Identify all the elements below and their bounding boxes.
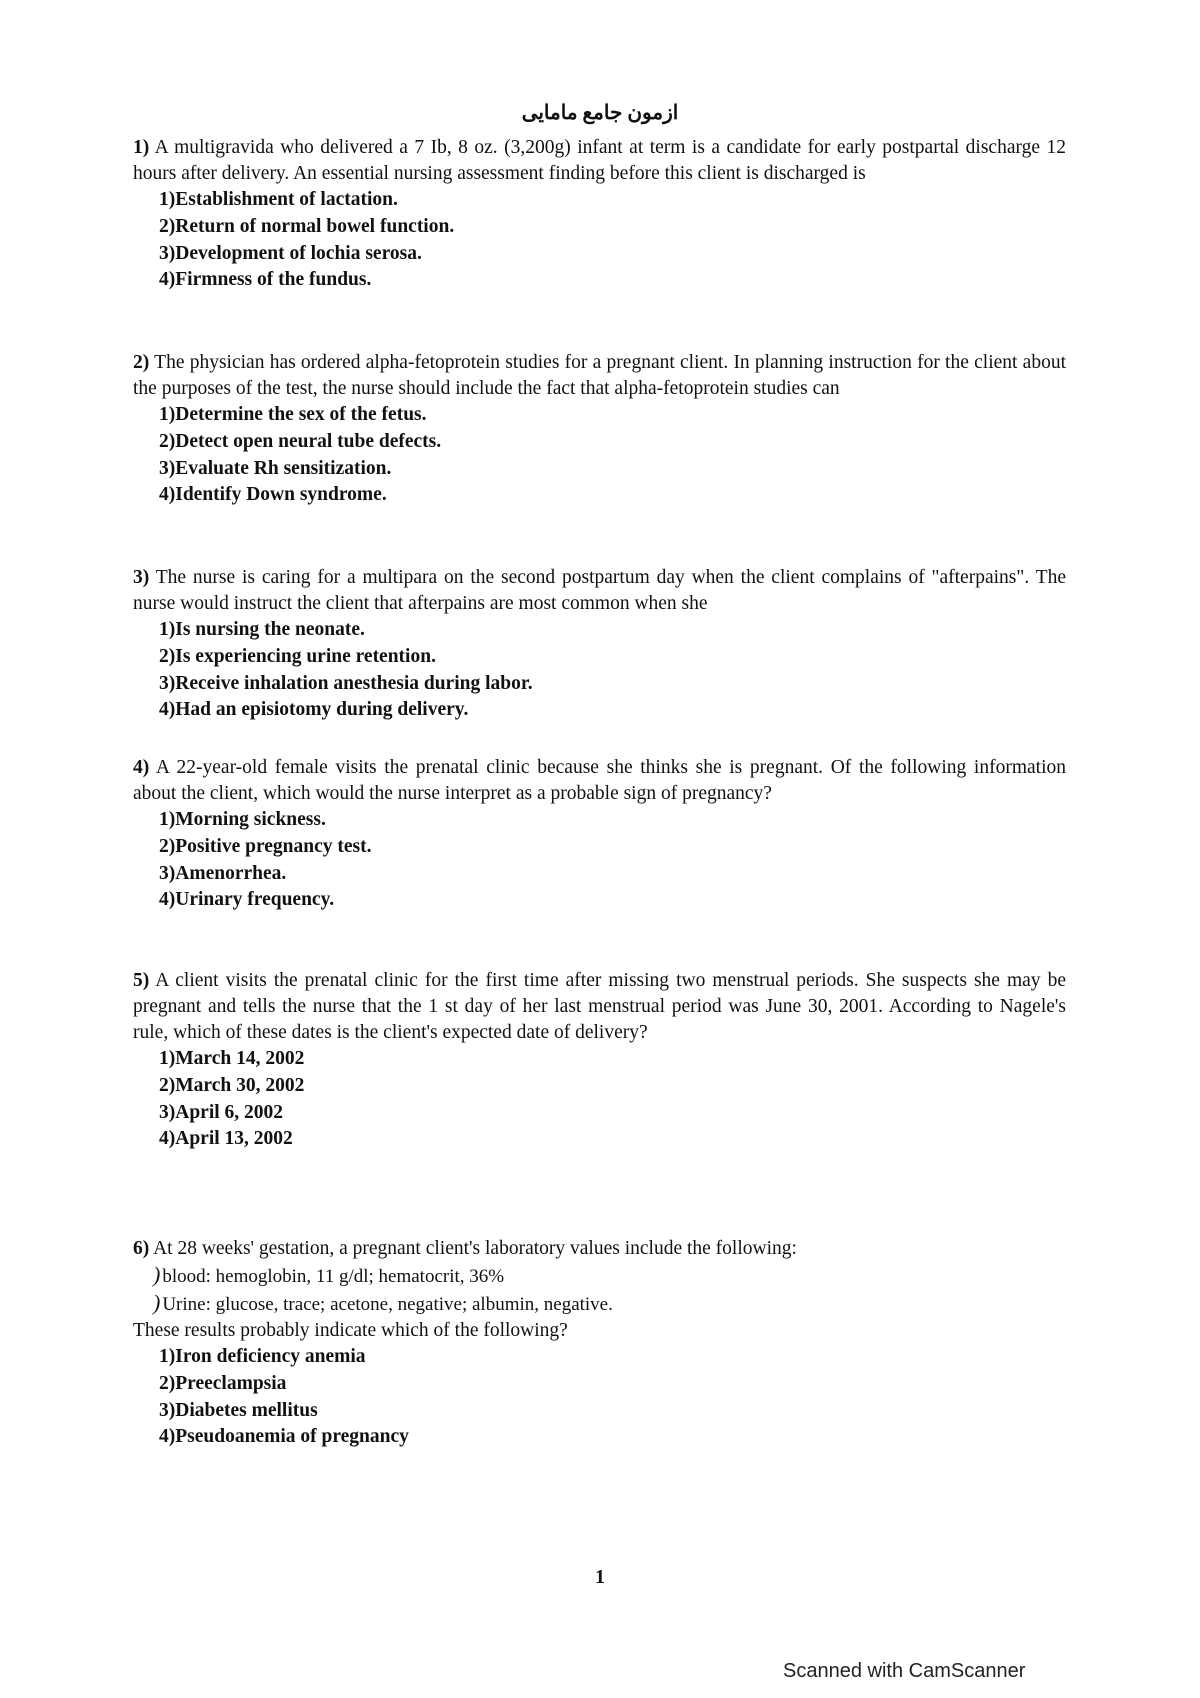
answer-options xyxy=(133,187,1066,294)
answer-option: 3)April 6, 2002 xyxy=(159,1101,284,1123)
lab-value-text: Urine: glucose, trace; acetone, negative; albumin, negative. xyxy=(162,1294,613,1315)
answer-option: 2)Detect open neural tube defects. xyxy=(159,430,442,452)
page-number: 1 xyxy=(595,1566,605,1588)
answer-options xyxy=(133,807,1066,914)
answer-options xyxy=(133,1344,1066,1451)
question-stem xyxy=(133,968,1066,1046)
answer-option: 2)March 30, 2002 xyxy=(159,1074,305,1096)
answer-option: 4)Pseudoanemia of pregnancy xyxy=(159,1426,409,1448)
answer-options xyxy=(133,1046,1066,1153)
question-text: A 22-year-old female visits the prenatal clinic because she thinks she is pregnant. Of the following information about the client, which would the nurse interpret as a probable sign of pregnancy? xyxy=(133,757,1066,804)
answer-option: 1)Iron deficiency anemia xyxy=(159,1346,366,1367)
scanner-watermark: Scanned with CamScanner xyxy=(783,1660,1026,1682)
lab-bracket: ) xyxy=(153,1290,161,1315)
answer-option: 2)Positive pregnancy test. xyxy=(159,835,372,857)
answer-option: 4)Identify Down syndrome. xyxy=(159,484,387,506)
lab-value-text: blood: hemoglobin, 11 g/dl; hematocrit, 36% xyxy=(162,1266,505,1287)
question-3 xyxy=(133,565,1066,724)
question-text: The physician has ordered alpha-fetoprotein studies for a pregnant client. In planning instruction for the client about the purposes of the test, the nurse should include the fact that alpha-fetoprotein studies can xyxy=(133,352,1067,399)
answer-option: 3)Development of lochia serosa. xyxy=(159,242,422,264)
question-stem xyxy=(133,565,1066,617)
answer-option: 4)Had an episiotomy during delivery. xyxy=(159,699,469,721)
answer-option: 3)Diabetes mellitus xyxy=(159,1399,318,1421)
question-followup: These results probably indicate which of the following? xyxy=(133,1320,568,1341)
answer-option: 1)Morning sickness. xyxy=(159,809,326,830)
answer-option: 1)Determine the sex of the fetus. xyxy=(159,404,427,425)
answer-option: 4)Urinary frequency. xyxy=(159,889,335,911)
question-4 xyxy=(133,755,1066,914)
question-stem xyxy=(133,135,1066,187)
question-1 xyxy=(133,135,1066,294)
question-number: 1) xyxy=(133,137,150,158)
question-text: At 28 weeks' gestation, a pregnant client's laboratory values include the following: xyxy=(153,1238,797,1259)
question-2 xyxy=(133,350,1066,509)
lab-value-line xyxy=(153,1262,1066,1290)
question-text: The nurse is caring for a multipara on the second postpartum day when the client complains of "afterpains". The nurse would instruct the client that afterpains are most common when she xyxy=(133,567,1067,614)
question-number: 3) xyxy=(133,567,150,588)
answer-options xyxy=(133,402,1066,509)
question-number: 2) xyxy=(133,352,150,373)
answer-option: 3)Receive inhalation anesthesia during labor. xyxy=(159,672,533,694)
answer-option: 4)Firmness of the fundus. xyxy=(159,269,372,291)
answer-option: 3)Amenorrhea. xyxy=(159,862,287,884)
answer-option: 2)Is experiencing urine retention. xyxy=(159,645,436,667)
answer-option: 1)March 14, 2002 xyxy=(159,1048,305,1069)
answer-option: 2)Preeclampsia xyxy=(159,1372,287,1394)
answer-option: 1)Establishment of lactation. xyxy=(159,189,398,210)
page-title: ازمون جامع مامایی xyxy=(521,102,679,124)
question-stem xyxy=(133,755,1066,807)
answer-option: 4)April 13, 2002 xyxy=(159,1128,293,1150)
question-5 xyxy=(133,968,1066,1153)
question-number: 6) xyxy=(133,1238,150,1259)
answer-option: 3)Evaluate Rh sensitization. xyxy=(159,457,392,479)
question-text: A client visits the prenatal clinic for the first time after missing two menstrual periods. She suspects she may be pregnant and tells the nurse that the 1 st day of her last menstrual period was June 30, 2001. According to Nagele's rule, which of these dates is the client's expected date of delivery? xyxy=(133,970,1066,1043)
question-number: 5) xyxy=(133,970,150,991)
question-6 xyxy=(133,1236,1066,1451)
lab-value-line xyxy=(153,1290,1066,1318)
answer-option: 1)Is nursing the neonate. xyxy=(159,619,365,640)
answer-options xyxy=(133,617,1066,724)
question-text: A multigravida who delivered a 7 Ib, 8 oz. (3,200g) infant at term is a candidate for early postpartal discharge 12 hours after delivery. An essential nursing assessment finding before this client is discharged is xyxy=(133,137,1066,184)
lab-bracket: ) xyxy=(153,1262,161,1287)
answer-option: 2)Return of normal bowel function. xyxy=(159,215,455,237)
question-stem xyxy=(133,350,1066,402)
question-number: 4) xyxy=(133,757,150,778)
question-stem xyxy=(133,1236,1066,1262)
